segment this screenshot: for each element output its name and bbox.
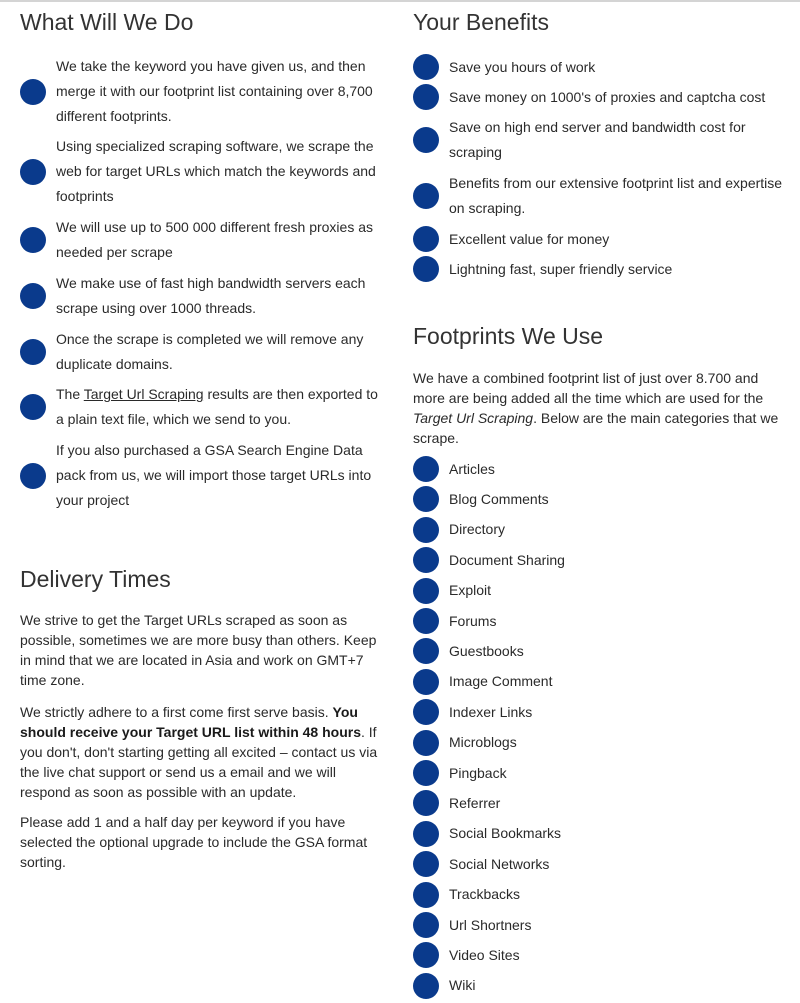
footprint-category-item: [413, 699, 532, 725]
list-item-text: If you also purchased a GSA Search Engine Data pack from us, we will import those target URLs into your project: [56, 442, 372, 508]
bullet-icon: [413, 821, 439, 847]
list-item: [20, 134, 386, 209]
bullet-icon: [413, 882, 439, 908]
footprint-category-label: Trackbacks: [449, 886, 521, 903]
footprints-heading: Footprints We Use: [413, 323, 604, 349]
footprint-category-item: [413, 821, 561, 847]
list-item: [20, 327, 386, 377]
list-item-text: Lightning fast, super friendly service: [449, 260, 673, 277]
footprint-category-item: [413, 882, 520, 908]
list-item: [20, 54, 386, 129]
bullet-icon: [20, 159, 46, 185]
list-item-text: Once the scrape is completed we will remove any duplicate domains.: [56, 331, 364, 372]
bullet-icon: [413, 456, 439, 482]
footprint-category-item: [413, 578, 491, 604]
benefits-heading: Your Benefits: [413, 9, 549, 35]
footprint-category-item: [413, 730, 517, 756]
list-item: [413, 226, 789, 252]
bullet-icon: [413, 669, 439, 695]
bullet-icon: [413, 851, 439, 877]
footprint-category-label: Referrer: [449, 794, 501, 811]
list-item-text: The Target Url Scraping results are then exported to a plain text file, which we send to you.: [56, 386, 378, 427]
bullet-icon: [413, 730, 439, 756]
list-item-text: We make use of fast high bandwidth servers each scrape using over 1000 threads.: [56, 275, 366, 316]
bullet-icon: [413, 942, 439, 968]
delivery-emphasis: You should receive your Target URL list within 48 hours: [20, 704, 361, 740]
footprints-intro: We have a combined footprint list of just over 8.700 and more are being added all the time which are used for the Target Url Scraping. Below are the main categories that we scrape.: [413, 370, 779, 446]
footprint-category-label: Pingback: [449, 764, 507, 781]
bullet-icon: [413, 54, 439, 80]
footprint-category-label: Forums: [449, 612, 497, 629]
footprint-category-label: Directory: [449, 521, 506, 538]
footprint-category-label: Indexer Links: [449, 703, 533, 720]
footprint-category-label: Wiki: [449, 977, 476, 994]
footprint-category-item: [413, 942, 520, 968]
bullet-icon: [413, 912, 439, 938]
bullet-icon: [413, 973, 439, 999]
list-item: [20, 382, 386, 432]
footprint-category-item: [413, 486, 549, 512]
footprint-category-item: [413, 912, 531, 938]
bullet-icon: [413, 608, 439, 634]
bullet-icon: [413, 486, 439, 512]
list-item: [413, 84, 789, 110]
bullet-icon: [413, 226, 439, 252]
list-item: [413, 54, 789, 80]
list-item: [413, 256, 789, 282]
list-item-text: Save you hours of work: [449, 58, 596, 75]
bullet-icon: [413, 84, 439, 110]
bullet-icon: [20, 79, 46, 105]
footprint-category-label: Blog Comments: [449, 490, 549, 507]
footprint-category-item: [413, 790, 500, 816]
list-item: [413, 115, 789, 165]
bullet-icon: [413, 127, 439, 153]
bullet-icon: [413, 517, 439, 543]
bullet-icon: [413, 760, 439, 786]
footprint-category-item: [413, 669, 552, 695]
bullet-icon: [413, 547, 439, 573]
footprint-category-label: Microblogs: [449, 734, 517, 751]
bullet-icon: [20, 394, 46, 420]
delivery-times-heading: Delivery Times: [20, 566, 171, 592]
footprint-category-item: [413, 638, 524, 664]
list-item-text: Save money on 1000's of proxies and captcha cost: [449, 88, 766, 105]
bullet-icon: [20, 283, 46, 309]
footprint-category-item: [413, 456, 495, 482]
footprint-category-item: [413, 760, 507, 786]
footprint-category-item: [413, 608, 496, 634]
footprint-category-item: [413, 851, 549, 877]
footprint-category-label: Image Comment: [449, 673, 553, 690]
delivery-paragraph: We strictly adhere to a first come first serve basis. You should receive your Target URL list within 48 hours. If you don't, don't starting getting all excited – contact us via the live chat support or send us a email and we will respond as soon as possible with an update.: [20, 704, 378, 800]
what-we-do-heading: What Will We Do: [20, 9, 194, 35]
delivery-paragraph: We strive to get the Target URLs scraped as soon as possible, sometimes we are more busy than others. Keep in mind that we are located in Asia and work on GMT+7 time zone.: [20, 612, 377, 688]
bullet-icon: [413, 578, 439, 604]
footprint-category-label: Guestbooks: [449, 642, 524, 659]
list-item-text: Excellent value for money: [449, 230, 610, 247]
list-item-text: We take the keyword you have given us, and then merge it with our footprint list containing over 8,700 different footprints.: [56, 58, 373, 124]
delivery-paragraph: Please add 1 and a half day per keyword if you have selected the optional upgrade to include the GSA format sorting.: [20, 814, 368, 870]
top-divider: [0, 0, 800, 2]
bullet-icon: [413, 790, 439, 816]
list-item: [20, 271, 386, 321]
footprint-category-item: [413, 547, 565, 573]
list-item: [20, 215, 386, 265]
list-item-text: We will use up to 500 000 different fresh proxies as needed per scrape: [56, 219, 373, 260]
bullet-icon: [413, 183, 439, 209]
list-item-text: Save on high end server and bandwidth cost for scraping: [449, 119, 746, 160]
bullet-icon: [413, 638, 439, 664]
bullet-icon: [413, 256, 439, 282]
footprint-category-item: [413, 517, 505, 543]
target-url-scraping-link[interactable]: Target Url Scraping: [83, 386, 204, 402]
list-item-text: Benefits from our extensive footprint list and expertise on scraping.: [449, 175, 783, 216]
bullet-icon: [20, 227, 46, 253]
footprint-category-label: Video Sites: [449, 946, 520, 963]
bullet-icon: [20, 463, 46, 489]
footprint-category-label: Url Shortners: [449, 916, 532, 933]
footprint-category-label: Social Bookmarks: [449, 825, 562, 842]
bullet-icon: [413, 699, 439, 725]
bullet-icon: [20, 339, 46, 365]
footprint-category-label: Document Sharing: [449, 551, 565, 568]
list-item: [413, 171, 789, 221]
footprint-category-label: Social Networks: [449, 855, 550, 872]
list-item: [20, 438, 386, 513]
footprint-category-item: [413, 973, 475, 999]
footprint-category-label: Exploit: [449, 582, 492, 599]
list-item-text: Using specialized scraping software, we scrape the web for target URLs which match the keywords and footprints: [56, 138, 376, 204]
footprint-category-label: Articles: [449, 460, 495, 477]
